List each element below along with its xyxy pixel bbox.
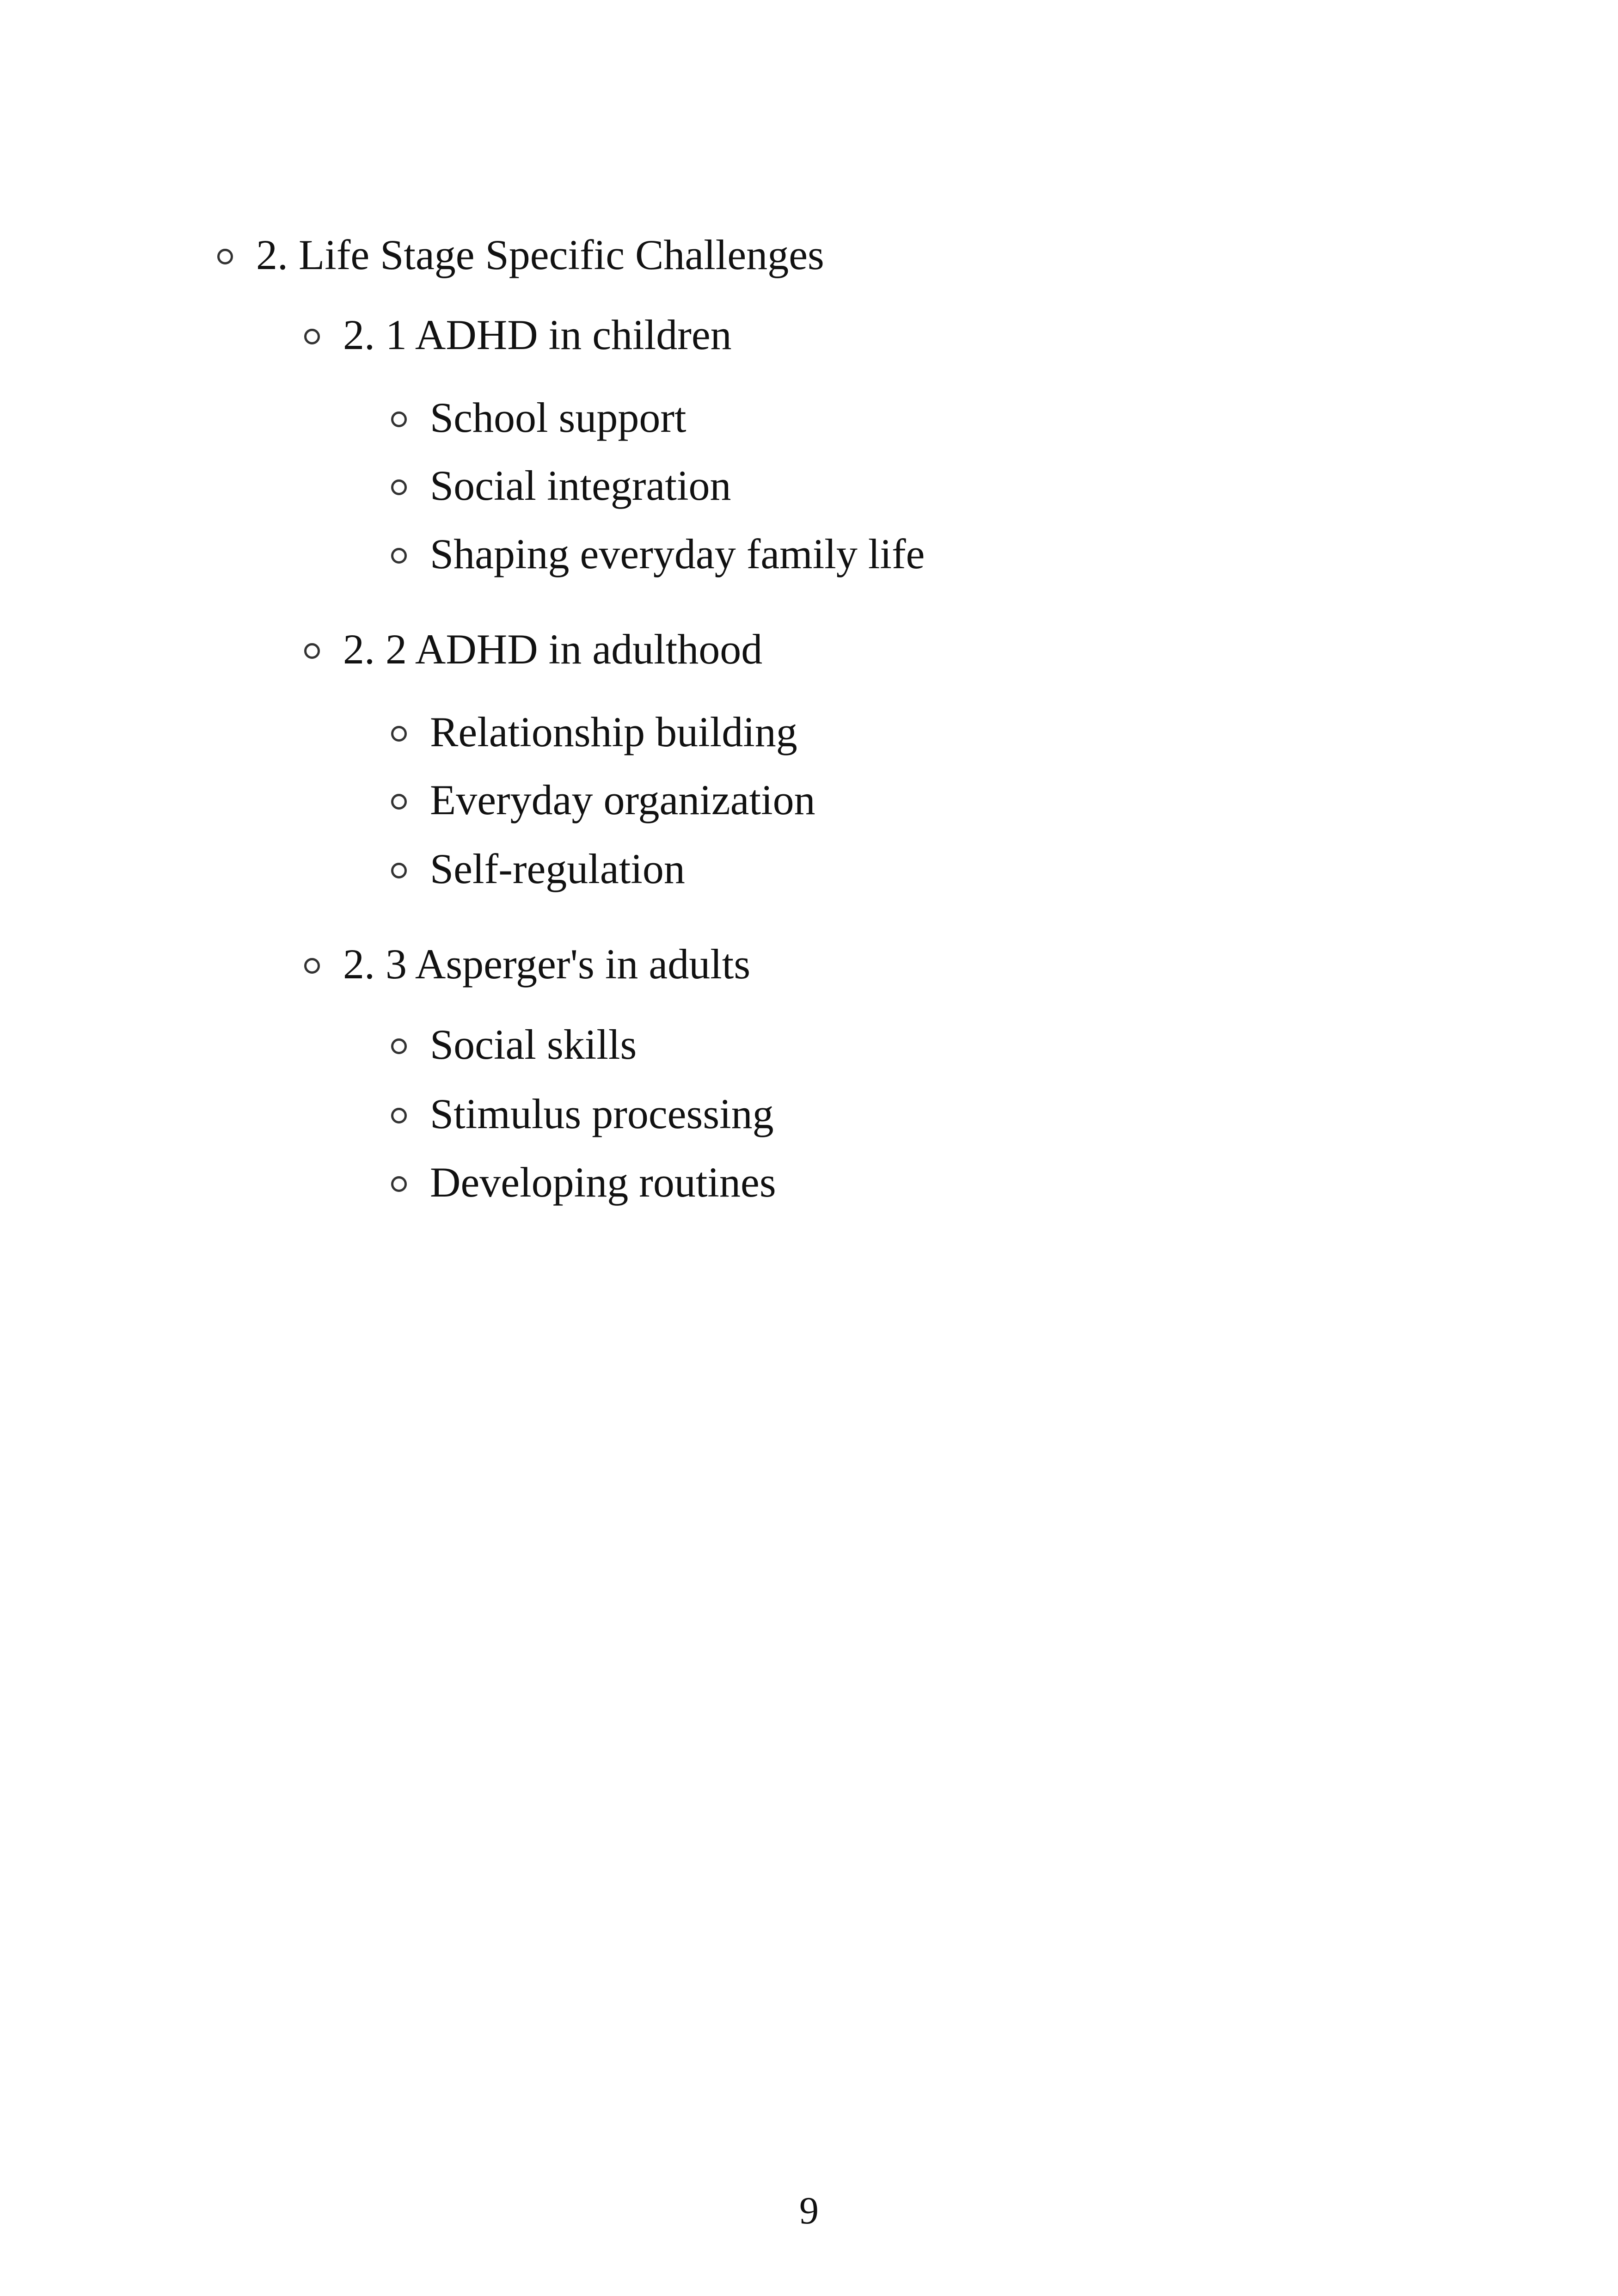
hollow-circle-bullet-icon [391, 479, 407, 495]
hollow-circle-bullet-icon [391, 726, 407, 742]
hollow-circle-bullet-icon [217, 249, 233, 264]
hollow-circle-bullet-icon [391, 1108, 407, 1123]
hollow-circle-bullet-icon [391, 863, 407, 878]
list-item [391, 530, 925, 577]
section-heading-text: 2. Life Stage Specific Challenges [256, 231, 824, 278]
list-item [391, 396, 686, 439]
hollow-circle-bullet-icon [304, 958, 320, 974]
list-item-text: Developing routines [430, 1159, 776, 1206]
hollow-circle-bullet-icon [391, 1176, 407, 1192]
subsection-heading-text: 2. 3 Asperger's in adults [343, 940, 751, 988]
list-item [391, 708, 797, 755]
hollow-circle-bullet-icon [304, 643, 320, 659]
list-item-text: Stimulus processing [430, 1090, 774, 1137]
list-item [391, 1090, 774, 1137]
list-item-text: Self-regulation [430, 845, 685, 892]
subsection-heading-text: 2. 2 ADHD in adulthood [343, 626, 763, 673]
list-item-text: Social skills [430, 1021, 637, 1068]
section-heading [217, 233, 824, 276]
list-item-text: Relationship building [430, 708, 797, 755]
hollow-circle-bullet-icon [391, 411, 407, 427]
subsection-heading [304, 626, 763, 673]
list-item-text: Social integration [430, 462, 731, 509]
list-item [391, 847, 685, 890]
hollow-circle-bullet-icon [391, 548, 407, 564]
subsection-heading [304, 313, 732, 356]
list-item [391, 1159, 776, 1206]
list-item-text: Everyday organization [430, 776, 815, 823]
subsection-heading [304, 940, 751, 988]
hollow-circle-bullet-icon [391, 1038, 407, 1054]
list-item [391, 464, 731, 507]
list-item-text: School support [430, 394, 686, 441]
page-number: 9 [799, 2189, 819, 2232]
hollow-circle-bullet-icon [304, 329, 320, 344]
list-item-text: Shaping everyday family life [430, 530, 925, 577]
list-item [391, 776, 815, 823]
subsection-heading-text: 2. 1 ADHD in children [343, 311, 732, 358]
hollow-circle-bullet-icon [391, 794, 407, 810]
list-item [391, 1023, 637, 1066]
